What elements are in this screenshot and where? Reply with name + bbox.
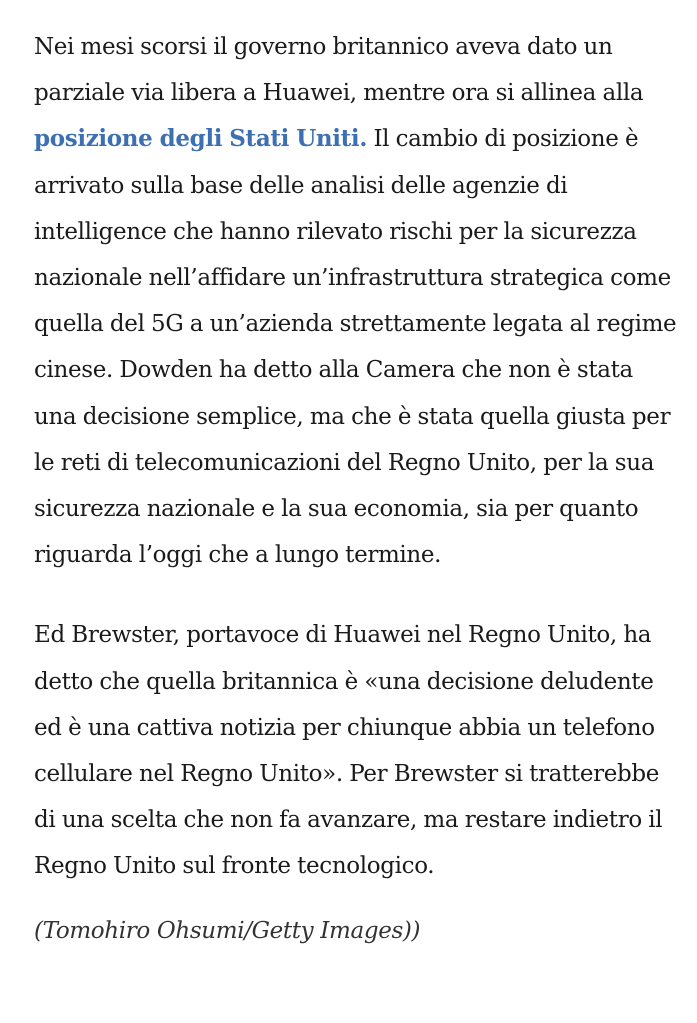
paragraph-1-text-after-link: Il cambio di posizione è arrivato sulla base delle analisi delle agenzie di intelligence che hanno rilevato rischi per la sicurezza nazionale nell’affidare un’infrastruttura strategica come quella del 5G a un’azienda strettamente legata al regime cinese. Dowden ha detto alla Camera che non è stata una decisione semplice, ma che è stata quella giusta per le reti di telecomunicazioni del Regno Unito, per la sua sicurezza nazionale e la sua economia, sia per quanto riguarda l’oggi che a lungo termine. (34, 126, 677, 569)
paragraph-1-text-before-link: Nei mesi scorsi il governo britannico aveva dato un parziale via libera a Huawei, mentre ora si allinea alla (34, 34, 644, 107)
photo-credit: (Tomohiro Ohsumi/Getty Images)) (34, 917, 421, 944)
posizione-stati-uniti-link[interactable]: posizione degli Stati Uniti. (34, 125, 367, 153)
article-paragraph-1 (34, 24, 677, 578)
article-paragraph-2: Ed Brewster, portavoce di Huawei nel Regno Unito, ha detto che quella britannica è «una decisione deludente ed è una cattiva notizia per chiunque abbia un telefono cellulare nel Regno Unito». Per Brewster si tratterebbe di una scelta che non fa avanzare, ma restare indietro il Regno Unito sul fronte tecnologico. (34, 622, 663, 880)
